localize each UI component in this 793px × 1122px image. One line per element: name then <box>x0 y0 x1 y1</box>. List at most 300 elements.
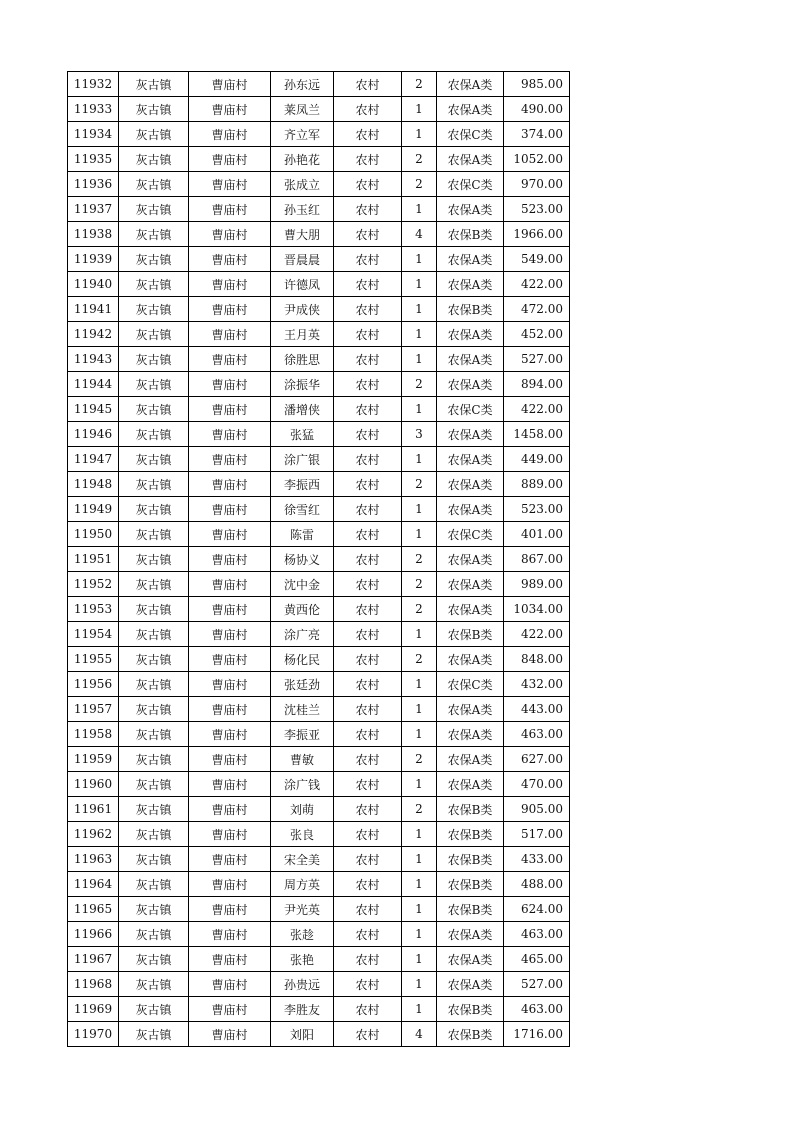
name-cell: 孙贵远 <box>271 972 334 997</box>
amount-cell: 449.00 <box>504 447 570 472</box>
amount-cell: 422.00 <box>504 397 570 422</box>
town-cell: 灰古镇 <box>119 522 189 547</box>
area-cell: 农村 <box>334 472 402 497</box>
table-row <box>68 447 570 472</box>
name-cell: 刘阳 <box>271 1022 334 1047</box>
row-id-cell: 11955 <box>68 647 119 672</box>
table-row <box>68 597 570 622</box>
town-cell: 灰古镇 <box>119 372 189 397</box>
name-cell: 张成立 <box>271 172 334 197</box>
table-row <box>68 97 570 122</box>
village-cell: 曹庙村 <box>189 397 271 422</box>
area-cell: 农村 <box>334 597 402 622</box>
amount-cell: 549.00 <box>504 247 570 272</box>
insurance-category-cell: 农保A类 <box>437 747 504 772</box>
amount-cell: 490.00 <box>504 97 570 122</box>
row-id-cell: 11942 <box>68 322 119 347</box>
household-count-cell: 1 <box>402 722 437 747</box>
table-row <box>68 772 570 797</box>
insurance-category-cell: 农保A类 <box>437 972 504 997</box>
insurance-category-cell: 农保A类 <box>437 447 504 472</box>
name-cell: 沈中金 <box>271 572 334 597</box>
amount-cell: 894.00 <box>504 372 570 397</box>
name-cell: 曹大朋 <box>271 222 334 247</box>
table-row <box>68 847 570 872</box>
area-cell: 农村 <box>334 322 402 347</box>
town-cell: 灰古镇 <box>119 122 189 147</box>
amount-cell: 422.00 <box>504 272 570 297</box>
town-cell: 灰古镇 <box>119 572 189 597</box>
household-count-cell: 2 <box>402 372 437 397</box>
table-row <box>68 472 570 497</box>
name-cell: 王月英 <box>271 322 334 347</box>
village-cell: 曹庙村 <box>189 347 271 372</box>
row-id-cell: 11947 <box>68 447 119 472</box>
name-cell: 齐立军 <box>271 122 334 147</box>
amount-cell: 527.00 <box>504 972 570 997</box>
amount-cell: 463.00 <box>504 922 570 947</box>
village-cell: 曹庙村 <box>189 247 271 272</box>
amount-cell: 527.00 <box>504 347 570 372</box>
area-cell: 农村 <box>334 72 402 97</box>
amount-cell: 452.00 <box>504 322 570 347</box>
village-cell: 曹庙村 <box>189 597 271 622</box>
name-cell: 黄西伦 <box>271 597 334 622</box>
area-cell: 农村 <box>334 722 402 747</box>
village-cell: 曹庙村 <box>189 447 271 472</box>
village-cell: 曹庙村 <box>189 372 271 397</box>
household-count-cell: 1 <box>402 847 437 872</box>
village-cell: 曹庙村 <box>189 172 271 197</box>
insurance-category-cell: 农保A类 <box>437 722 504 747</box>
insurance-category-cell: 农保A类 <box>437 272 504 297</box>
household-count-cell: 1 <box>402 322 437 347</box>
town-cell: 灰古镇 <box>119 822 189 847</box>
table-row <box>68 797 570 822</box>
town-cell: 灰古镇 <box>119 872 189 897</box>
name-cell: 宋全美 <box>271 847 334 872</box>
village-cell: 曹庙村 <box>189 847 271 872</box>
town-cell: 灰古镇 <box>119 897 189 922</box>
area-cell: 农村 <box>334 822 402 847</box>
household-count-cell: 1 <box>402 522 437 547</box>
table-body <box>68 72 570 1047</box>
amount-cell: 472.00 <box>504 297 570 322</box>
row-id-cell: 11953 <box>68 597 119 622</box>
name-cell: 张廷劲 <box>271 672 334 697</box>
town-cell: 灰古镇 <box>119 997 189 1022</box>
town-cell: 灰古镇 <box>119 422 189 447</box>
village-cell: 曹庙村 <box>189 547 271 572</box>
village-cell: 曹庙村 <box>189 272 271 297</box>
insurance-category-cell: 农保A类 <box>437 147 504 172</box>
area-cell: 农村 <box>334 697 402 722</box>
table-row <box>68 1022 570 1047</box>
insurance-category-cell: 农保A类 <box>437 697 504 722</box>
household-count-cell: 1 <box>402 672 437 697</box>
insurance-category-cell: 农保A类 <box>437 947 504 972</box>
household-count-cell: 1 <box>402 997 437 1022</box>
name-cell: 徐雪红 <box>271 497 334 522</box>
insurance-category-cell: 农保B类 <box>437 797 504 822</box>
row-id-cell: 11959 <box>68 747 119 772</box>
row-id-cell: 11958 <box>68 722 119 747</box>
town-cell: 灰古镇 <box>119 622 189 647</box>
area-cell: 农村 <box>334 997 402 1022</box>
area-cell: 农村 <box>334 572 402 597</box>
town-cell: 灰古镇 <box>119 597 189 622</box>
name-cell: 李胜友 <box>271 997 334 1022</box>
amount-cell: 1458.00 <box>504 422 570 447</box>
row-id-cell: 11935 <box>68 147 119 172</box>
town-cell: 灰古镇 <box>119 922 189 947</box>
village-cell: 曹庙村 <box>189 422 271 447</box>
amount-cell: 1052.00 <box>504 147 570 172</box>
household-count-cell: 4 <box>402 222 437 247</box>
insurance-category-cell: 农保A类 <box>437 547 504 572</box>
town-cell: 灰古镇 <box>119 97 189 122</box>
table-row <box>68 422 570 447</box>
name-cell: 涂广钱 <box>271 772 334 797</box>
insurance-category-cell: 农保A类 <box>437 647 504 672</box>
row-id-cell: 11941 <box>68 297 119 322</box>
household-count-cell: 1 <box>402 272 437 297</box>
row-id-cell: 11962 <box>68 822 119 847</box>
amount-cell: 1966.00 <box>504 222 570 247</box>
amount-cell: 517.00 <box>504 822 570 847</box>
row-id-cell: 11970 <box>68 1022 119 1047</box>
amount-cell: 463.00 <box>504 997 570 1022</box>
town-cell: 灰古镇 <box>119 847 189 872</box>
insurance-category-cell: 农保B类 <box>437 622 504 647</box>
village-cell: 曹庙村 <box>189 97 271 122</box>
name-cell: 李振亚 <box>271 722 334 747</box>
row-id-cell: 11961 <box>68 797 119 822</box>
area-cell: 农村 <box>334 772 402 797</box>
village-cell: 曹庙村 <box>189 297 271 322</box>
row-id-cell: 11969 <box>68 997 119 1022</box>
table-row <box>68 322 570 347</box>
insurance-category-cell: 农保A类 <box>437 372 504 397</box>
row-id-cell: 11938 <box>68 222 119 247</box>
household-count-cell: 4 <box>402 1022 437 1047</box>
household-count-cell: 2 <box>402 647 437 672</box>
household-count-cell: 1 <box>402 497 437 522</box>
table-row <box>68 622 570 647</box>
name-cell: 沈桂兰 <box>271 697 334 722</box>
name-cell: 张猛 <box>271 422 334 447</box>
insurance-category-cell: 农保A类 <box>437 572 504 597</box>
household-count-cell: 1 <box>402 697 437 722</box>
name-cell: 涂广亮 <box>271 622 334 647</box>
table-row <box>68 747 570 772</box>
insurance-category-cell: 农保A类 <box>437 72 504 97</box>
amount-cell: 989.00 <box>504 572 570 597</box>
table-row <box>68 872 570 897</box>
name-cell: 莱凤兰 <box>271 97 334 122</box>
amount-cell: 443.00 <box>504 697 570 722</box>
name-cell: 涂广银 <box>271 447 334 472</box>
household-count-cell: 1 <box>402 622 437 647</box>
row-id-cell: 11951 <box>68 547 119 572</box>
area-cell: 农村 <box>334 272 402 297</box>
area-cell: 农村 <box>334 797 402 822</box>
row-id-cell: 11966 <box>68 922 119 947</box>
household-count-cell: 1 <box>402 947 437 972</box>
town-cell: 灰古镇 <box>119 72 189 97</box>
household-count-cell: 1 <box>402 297 437 322</box>
area-cell: 农村 <box>334 522 402 547</box>
amount-cell: 867.00 <box>504 547 570 572</box>
household-count-cell: 2 <box>402 547 437 572</box>
insurance-category-cell: 农保A类 <box>437 597 504 622</box>
area-cell: 农村 <box>334 747 402 772</box>
table-row <box>68 822 570 847</box>
household-count-cell: 1 <box>402 897 437 922</box>
household-count-cell: 1 <box>402 772 437 797</box>
town-cell: 灰古镇 <box>119 272 189 297</box>
name-cell: 刘萌 <box>271 797 334 822</box>
village-cell: 曹庙村 <box>189 922 271 947</box>
household-count-cell: 1 <box>402 247 437 272</box>
row-id-cell: 11932 <box>68 72 119 97</box>
household-count-cell: 1 <box>402 397 437 422</box>
town-cell: 灰古镇 <box>119 247 189 272</box>
name-cell: 孙玉红 <box>271 197 334 222</box>
household-count-cell: 3 <box>402 422 437 447</box>
area-cell: 农村 <box>334 547 402 572</box>
village-cell: 曹庙村 <box>189 722 271 747</box>
area-cell: 农村 <box>334 622 402 647</box>
name-cell: 张艳 <box>271 947 334 972</box>
row-id-cell: 11946 <box>68 422 119 447</box>
area-cell: 农村 <box>334 847 402 872</box>
amount-cell: 905.00 <box>504 797 570 822</box>
area-cell: 农村 <box>334 947 402 972</box>
amount-cell: 848.00 <box>504 647 570 672</box>
insurance-category-cell: 农保A类 <box>437 472 504 497</box>
row-id-cell: 11949 <box>68 497 119 522</box>
insurance-category-cell: 农保B类 <box>437 1022 504 1047</box>
amount-cell: 970.00 <box>504 172 570 197</box>
insurance-category-cell: 农保A类 <box>437 97 504 122</box>
table-row <box>68 72 570 97</box>
insurance-category-cell: 农保A类 <box>437 247 504 272</box>
insurance-category-cell: 农保A类 <box>437 497 504 522</box>
table-row <box>68 572 570 597</box>
village-cell: 曹庙村 <box>189 972 271 997</box>
village-cell: 曹庙村 <box>189 472 271 497</box>
name-cell: 杨化民 <box>271 647 334 672</box>
table-row <box>68 672 570 697</box>
row-id-cell: 11968 <box>68 972 119 997</box>
insurance-category-cell: 农保A类 <box>437 347 504 372</box>
row-id-cell: 11945 <box>68 397 119 422</box>
area-cell: 农村 <box>334 497 402 522</box>
name-cell: 涂振华 <box>271 372 334 397</box>
area-cell: 农村 <box>334 397 402 422</box>
town-cell: 灰古镇 <box>119 547 189 572</box>
area-cell: 农村 <box>334 347 402 372</box>
village-cell: 曹庙村 <box>189 797 271 822</box>
table-row <box>68 272 570 297</box>
row-id-cell: 11950 <box>68 522 119 547</box>
table-row <box>68 197 570 222</box>
insurance-category-cell: 农保A类 <box>437 772 504 797</box>
town-cell: 灰古镇 <box>119 447 189 472</box>
area-cell: 农村 <box>334 222 402 247</box>
insurance-category-cell: 农保B类 <box>437 297 504 322</box>
table-row <box>68 697 570 722</box>
insurance-category-cell: 农保C类 <box>437 522 504 547</box>
household-count-cell: 1 <box>402 972 437 997</box>
insurance-category-cell: 农保B类 <box>437 222 504 247</box>
insurance-category-cell: 农保B类 <box>437 822 504 847</box>
amount-cell: 985.00 <box>504 72 570 97</box>
village-cell: 曹庙村 <box>189 122 271 147</box>
town-cell: 灰古镇 <box>119 697 189 722</box>
table-row <box>68 547 570 572</box>
town-cell: 灰古镇 <box>119 397 189 422</box>
town-cell: 灰古镇 <box>119 322 189 347</box>
household-count-cell: 1 <box>402 197 437 222</box>
town-cell: 灰古镇 <box>119 472 189 497</box>
amount-cell: 889.00 <box>504 472 570 497</box>
area-cell: 农村 <box>334 147 402 172</box>
amount-cell: 523.00 <box>504 197 570 222</box>
household-count-cell: 2 <box>402 472 437 497</box>
town-cell: 灰古镇 <box>119 797 189 822</box>
row-id-cell: 11934 <box>68 122 119 147</box>
row-id-cell: 11944 <box>68 372 119 397</box>
household-count-cell: 1 <box>402 347 437 372</box>
name-cell: 徐胜思 <box>271 347 334 372</box>
table-row <box>68 347 570 372</box>
household-count-cell: 1 <box>402 922 437 947</box>
town-cell: 灰古镇 <box>119 672 189 697</box>
amount-cell: 624.00 <box>504 897 570 922</box>
area-cell: 农村 <box>334 97 402 122</box>
area-cell: 农村 <box>334 297 402 322</box>
village-cell: 曹庙村 <box>189 872 271 897</box>
village-cell: 曹庙村 <box>189 522 271 547</box>
area-cell: 农村 <box>334 197 402 222</box>
area-cell: 农村 <box>334 897 402 922</box>
household-count-cell: 1 <box>402 447 437 472</box>
household-count-cell: 2 <box>402 747 437 772</box>
row-id-cell: 11939 <box>68 247 119 272</box>
village-cell: 曹庙村 <box>189 897 271 922</box>
village-cell: 曹庙村 <box>189 222 271 247</box>
town-cell: 灰古镇 <box>119 647 189 672</box>
insurance-category-cell: 农保C类 <box>437 397 504 422</box>
town-cell: 灰古镇 <box>119 747 189 772</box>
row-id-cell: 11957 <box>68 697 119 722</box>
area-cell: 农村 <box>334 372 402 397</box>
name-cell: 杨协义 <box>271 547 334 572</box>
area-cell: 农村 <box>334 122 402 147</box>
amount-cell: 523.00 <box>504 497 570 522</box>
name-cell: 曹敏 <box>271 747 334 772</box>
insurance-category-cell: 农保C类 <box>437 122 504 147</box>
town-cell: 灰古镇 <box>119 1022 189 1047</box>
row-id-cell: 11963 <box>68 847 119 872</box>
row-id-cell: 11965 <box>68 897 119 922</box>
area-cell: 农村 <box>334 922 402 947</box>
table-row <box>68 147 570 172</box>
name-cell: 孙艳花 <box>271 147 334 172</box>
beneficiary-table <box>67 71 570 1047</box>
town-cell: 灰古镇 <box>119 222 189 247</box>
village-cell: 曹庙村 <box>189 572 271 597</box>
household-count-cell: 1 <box>402 97 437 122</box>
table-row <box>68 122 570 147</box>
row-id-cell: 11956 <box>68 672 119 697</box>
insurance-category-cell: 农保A类 <box>437 197 504 222</box>
village-cell: 曹庙村 <box>189 622 271 647</box>
area-cell: 农村 <box>334 972 402 997</box>
row-id-cell: 11933 <box>68 97 119 122</box>
household-count-cell: 2 <box>402 172 437 197</box>
area-cell: 农村 <box>334 247 402 272</box>
area-cell: 农村 <box>334 447 402 472</box>
amount-cell: 463.00 <box>504 722 570 747</box>
table-row <box>68 947 570 972</box>
town-cell: 灰古镇 <box>119 347 189 372</box>
amount-cell: 488.00 <box>504 872 570 897</box>
name-cell: 李振西 <box>271 472 334 497</box>
insurance-category-cell: 农保A类 <box>437 322 504 347</box>
village-cell: 曹庙村 <box>189 672 271 697</box>
table-row <box>68 172 570 197</box>
table-row <box>68 972 570 997</box>
name-cell: 周方英 <box>271 872 334 897</box>
household-count-cell: 2 <box>402 572 437 597</box>
town-cell: 灰古镇 <box>119 947 189 972</box>
amount-cell: 422.00 <box>504 622 570 647</box>
row-id-cell: 11948 <box>68 472 119 497</box>
village-cell: 曹庙村 <box>189 1022 271 1047</box>
area-cell: 农村 <box>334 872 402 897</box>
row-id-cell: 11960 <box>68 772 119 797</box>
table-row <box>68 522 570 547</box>
table-row <box>68 647 570 672</box>
town-cell: 灰古镇 <box>119 297 189 322</box>
town-cell: 灰古镇 <box>119 147 189 172</box>
table-row <box>68 897 570 922</box>
name-cell: 尹成侠 <box>271 297 334 322</box>
insurance-category-cell: 农保B类 <box>437 997 504 1022</box>
insurance-category-cell: 农保A类 <box>437 922 504 947</box>
row-id-cell: 11964 <box>68 872 119 897</box>
insurance-category-cell: 农保B类 <box>437 847 504 872</box>
row-id-cell: 11937 <box>68 197 119 222</box>
household-count-cell: 1 <box>402 822 437 847</box>
amount-cell: 627.00 <box>504 747 570 772</box>
row-id-cell: 11943 <box>68 347 119 372</box>
area-cell: 农村 <box>334 1022 402 1047</box>
village-cell: 曹庙村 <box>189 72 271 97</box>
amount-cell: 1034.00 <box>504 597 570 622</box>
amount-cell: 401.00 <box>504 522 570 547</box>
table-row <box>68 397 570 422</box>
insurance-category-cell: 农保B类 <box>437 872 504 897</box>
area-cell: 农村 <box>334 422 402 447</box>
village-cell: 曹庙村 <box>189 497 271 522</box>
table-row <box>68 297 570 322</box>
village-cell: 曹庙村 <box>189 197 271 222</box>
insurance-category-cell: 农保B类 <box>437 897 504 922</box>
